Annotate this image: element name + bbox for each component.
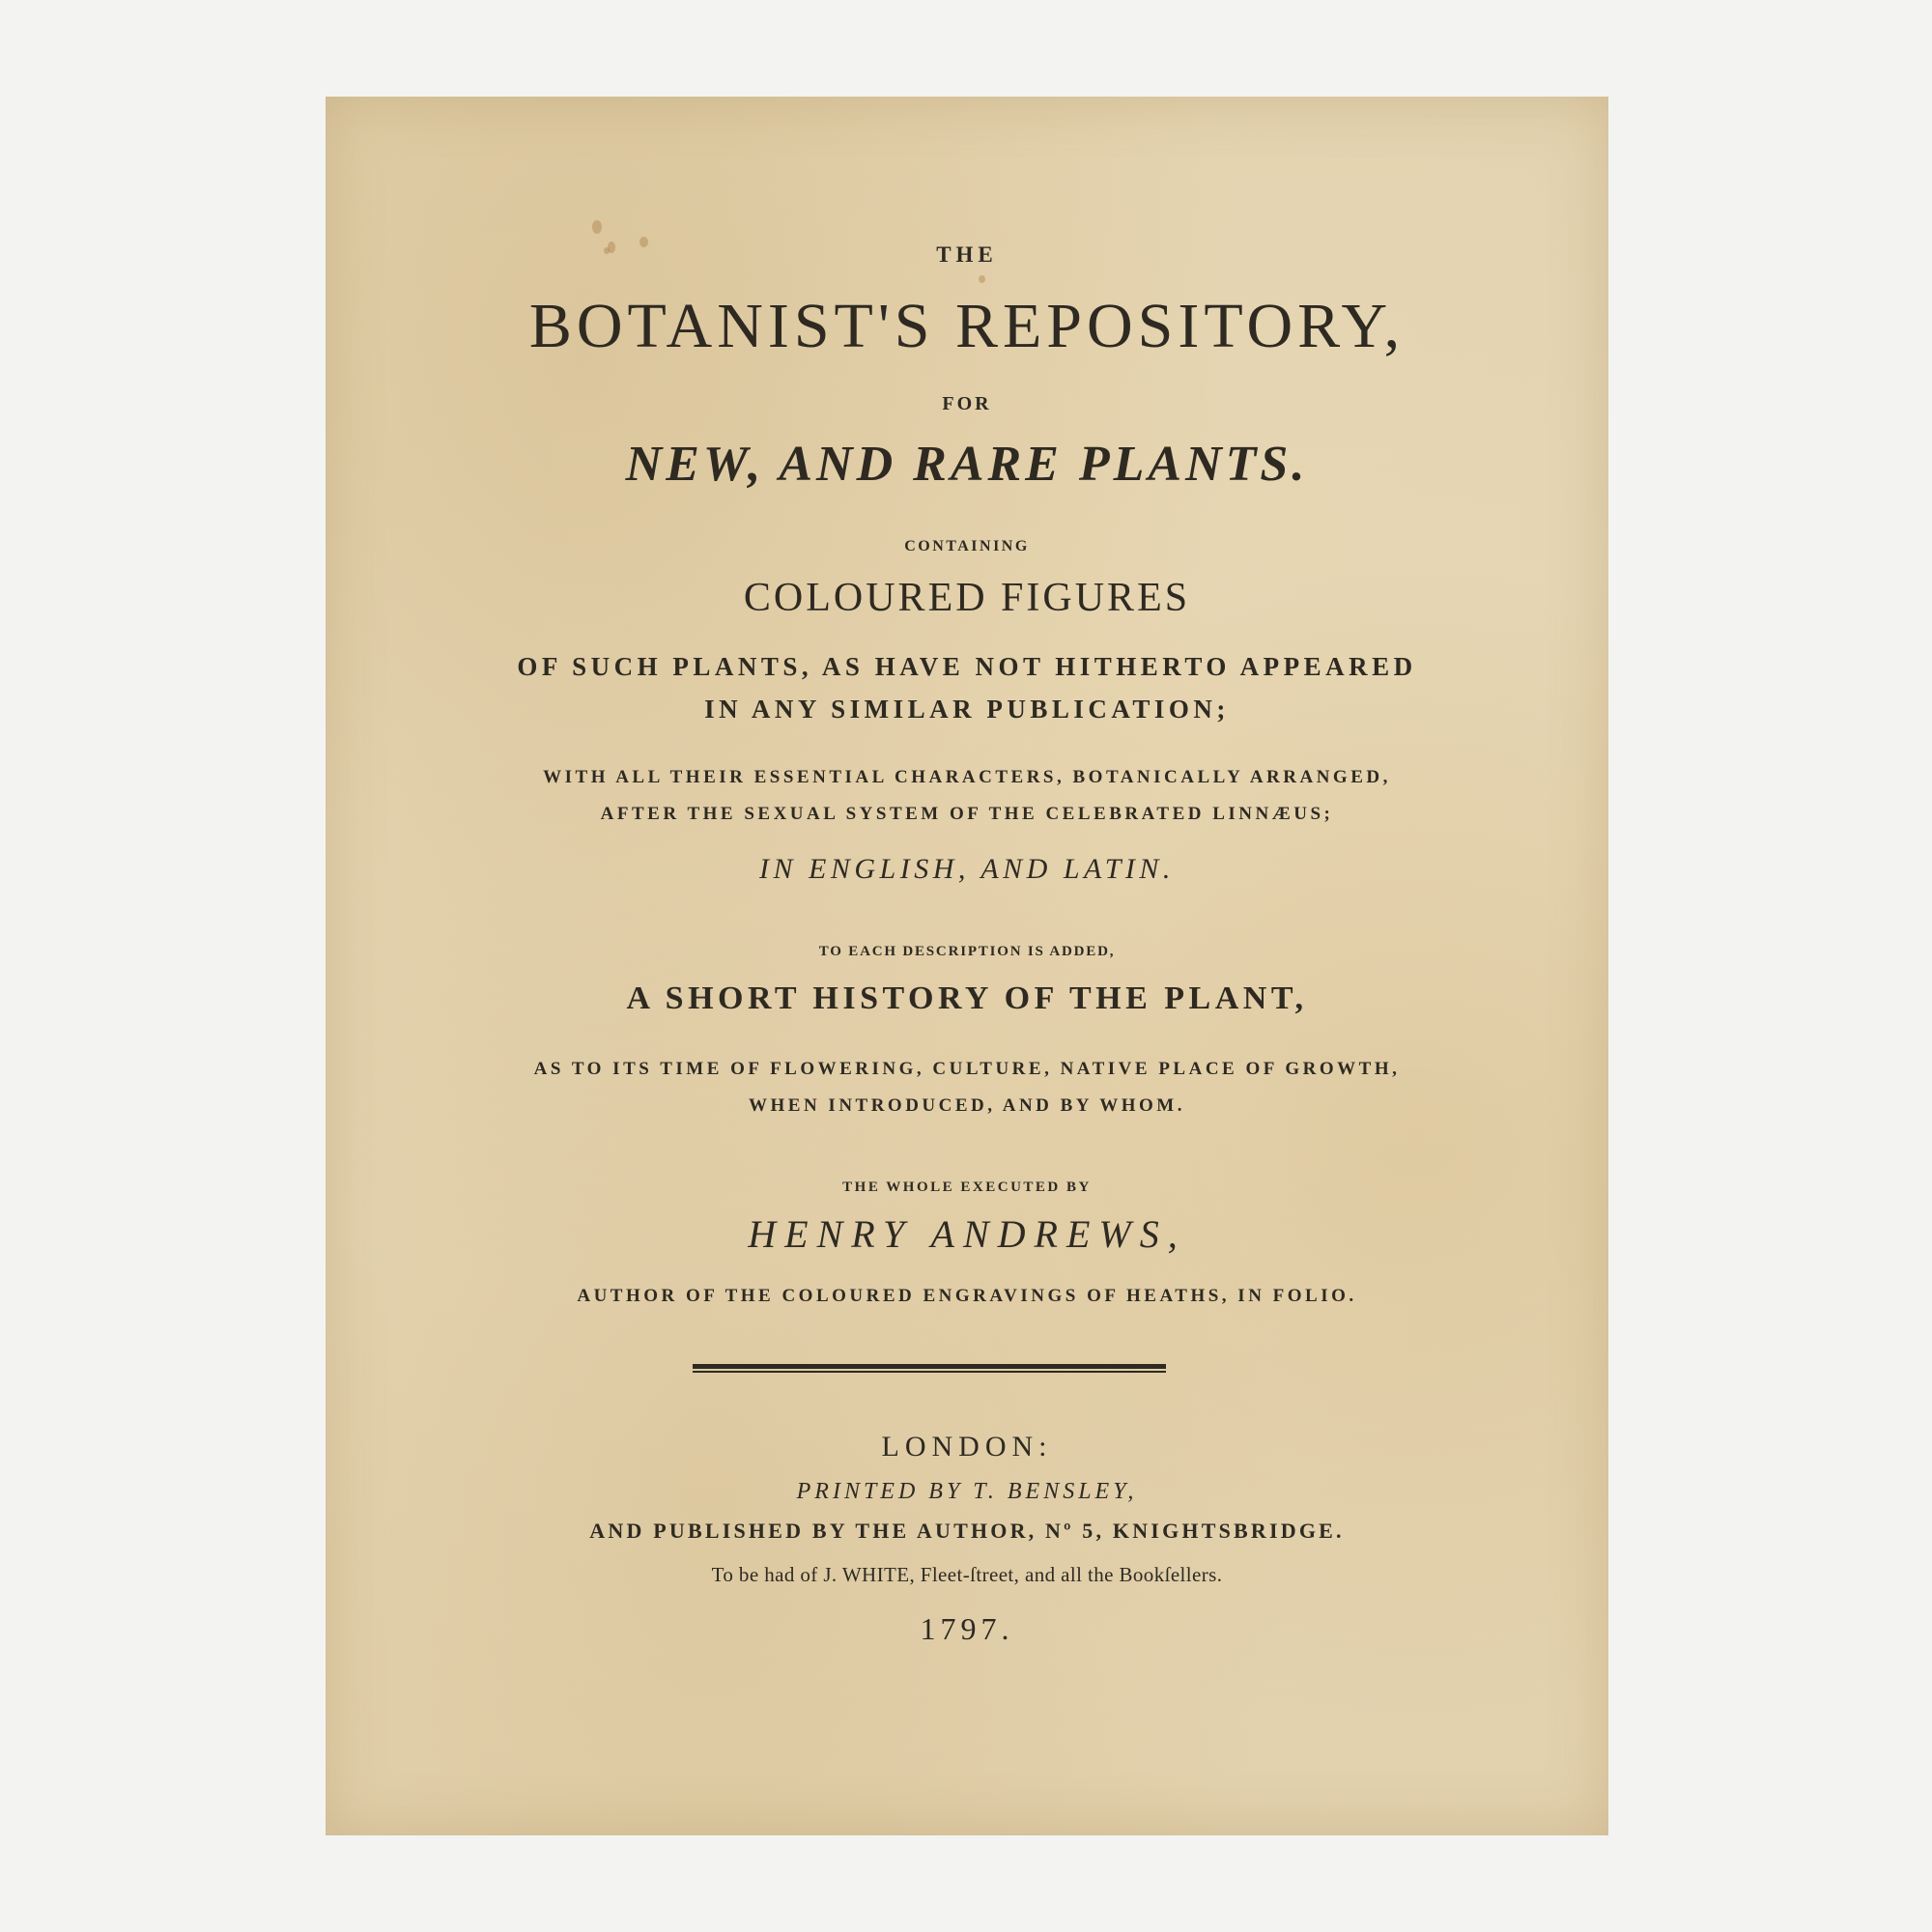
characters-line: WITH ALL THEIR ESSENTIAL CHARACTERS, BOTANICALLY ARRANGED, — [543, 767, 1391, 787]
book-title: BOTANIST'S REPOSITORY, — [528, 291, 1406, 361]
history-detail-line: AS TO ITS TIME OF FLOWERING, CULTURE, NATIVE PLACE OF GROWTH, — [533, 1059, 1401, 1079]
description-line: IN ANY SIMILAR PUBLICATION; — [704, 695, 1230, 724]
foxing-spot — [979, 275, 985, 283]
executed-by-line: THE WHOLE EXECUTED BY — [842, 1179, 1092, 1195]
coloured-figures-heading: COLOURED FIGURES — [743, 576, 1191, 620]
heading-for: FOR — [942, 393, 992, 414]
history-heading: A SHORT HISTORY OF THE PLANT, — [626, 980, 1308, 1016]
imprint-publisher: AND PUBLISHED BY THE AUTHOR, Nº 5, KNIGHTSBRIDGE. — [589, 1519, 1345, 1543]
foxing-spot — [592, 220, 602, 234]
heading-the: THE — [936, 242, 998, 267]
author-credentials: AUTHOR OF THE COLOURED ENGRAVINGS OF HEATHS, IN FOLIO. — [577, 1286, 1357, 1306]
double-rule-divider — [693, 1364, 1166, 1373]
languages-line: IN ENGLISH, AND LATIN. — [759, 853, 1175, 885]
imprint-year: 1797. — [920, 1611, 1014, 1646]
heading-containing: CONTAINING — [904, 538, 1030, 554]
characters-line: AFTER THE SEXUAL SYSTEM OF THE CELEBRATED LINNÆUS; — [600, 804, 1334, 824]
to-each-line: TO EACH DESCRIPTION IS ADDED, — [818, 944, 1116, 959]
imprint-seller: To be had of J. WHITE, Fleet-ſtreet, and all the Bookſellers. — [711, 1563, 1223, 1586]
author-name: HENRY ANDREWS, — [748, 1212, 1186, 1256]
imprint-printer: PRINTED BY T. BENSLEY, — [796, 1479, 1138, 1504]
book-subtitle: NEW, AND RARE PLANTS. — [625, 437, 1309, 492]
title-page — [326, 97, 1608, 1835]
history-detail-line: WHEN INTRODUCED, AND BY WHOM. — [749, 1095, 1185, 1116]
description-line: OF SUCH PLANTS, AS HAVE NOT HITHERTO APPEARED — [517, 652, 1417, 681]
imprint-city: LONDON: — [881, 1431, 1053, 1463]
